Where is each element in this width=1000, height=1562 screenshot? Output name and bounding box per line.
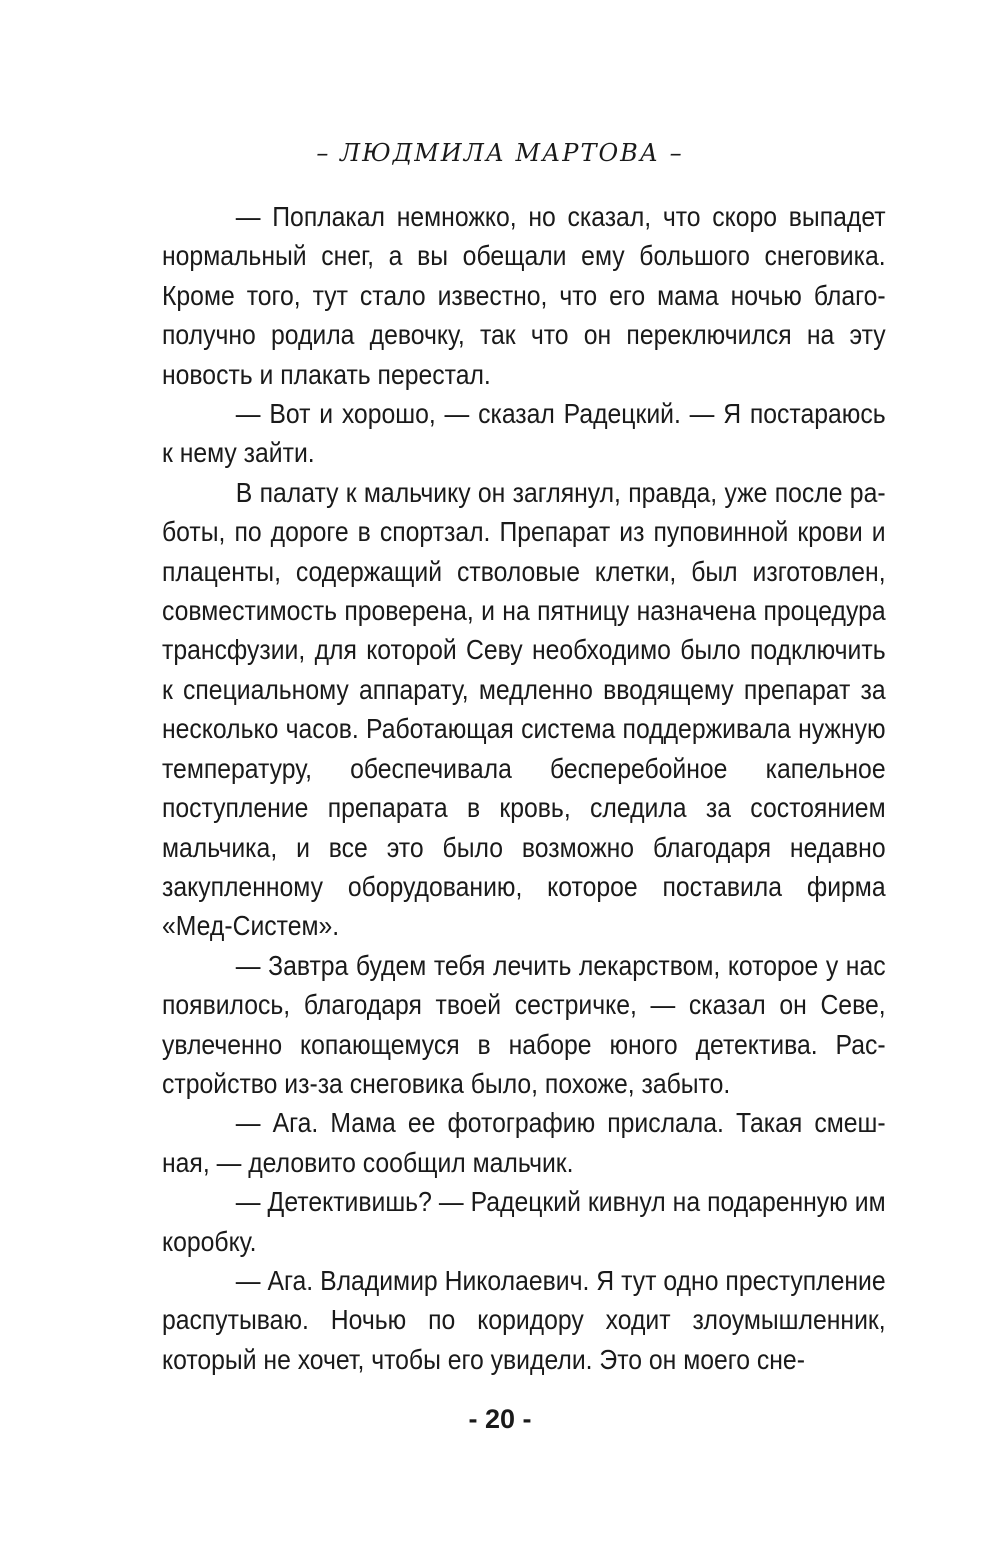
- paragraph: — Поплакал немножко, но сказал, что скоро выпадет нормальный снег, а вы обещали ему большого снеговика. Кроме того, тут стало известно, что его мама ночью благополучно родила девочку, так что он переключился на эту новость и плакать перестал.: [162, 201, 886, 390]
- body-text: [162, 197, 886, 1379]
- paragraph: — Детективишь? — Радецкий кивнул на подаренную им коробку.: [162, 1186, 886, 1257]
- paragraph: В палату к мальчику он заглянул, правда, уже после работы, по дороге в спортзал. Препарат из пуповинной крови и плаценты, содержащий стволовые клетки, был изготовлен, совместимость проверена, и на пятницу назначена процедура трансфузии, для которой Севу необходимо было подключить к специальному аппарату, медленно вводящему препарат за несколько часов. Работающая система поддерживала нужную температуру, обеспечивала бесперебойное капельное поступление препарата в кровь, следила за состоянием мальчика, и все это было возможно благодаря недавно закупленному оборудованию, которое поставила фирма «Мед-Систем».: [162, 476, 886, 942]
- page-number: - 20 -: [468, 1404, 532, 1434]
- paragraph: — Завтра будем тебя лечить лекарством, которое у нас появилось, благодаря твоей сестричке, — сказал он Севе, увлеченно копающемуся в наборе юного детектива. Расстройство из-за снеговика было, похоже, забыто.: [162, 949, 886, 1099]
- paragraph: — Вот и хорошо, — сказал Радецкий. — Я постараюсь к нему зайти.: [162, 398, 886, 469]
- paragraph: — Ага. Владимир Николаевич. Я тут одно преступление распутываю. Ночью по коридору ходит злоумышленник, который не хочет, чтобы его увидели. Это он моего сне-: [162, 1264, 886, 1375]
- paragraph: — Ага. Мама ее фотографию прислала. Такая смешная, — деловито сообщил мальчик.: [162, 1107, 886, 1178]
- running-head-author: – ЛЮДМИЛА МАРТОВА –: [316, 139, 684, 167]
